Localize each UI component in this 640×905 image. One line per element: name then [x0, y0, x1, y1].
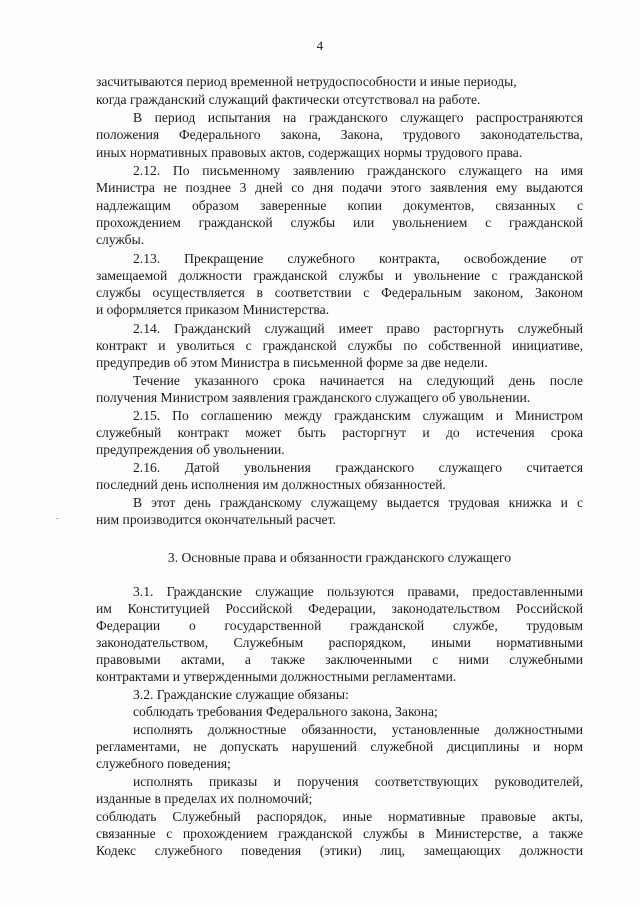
text-line: надлежащим образом заверенные копии документов, связанных с [96, 198, 583, 213]
text-line: предупреждения об увольнении. [96, 442, 285, 457]
text-line: засчитываются период временной нетрудоспособности и иные периоды, [96, 74, 517, 89]
text-line: последний день исполнения им должностных обязанностей. [96, 477, 446, 492]
text-line: 2.15. По соглашению между гражданским служащим и Министром [133, 408, 583, 423]
text-line: регламентами, не допускать нарушений служебной дисциплины и норм [96, 739, 583, 754]
text-line: иных нормативных правовых актов, содержащих нормы трудового права. [96, 145, 523, 160]
text-line: законодательством, Служебным распорядком, иными нормативными [96, 635, 583, 650]
text-line: службы осуществляется в соответствии с Федеральным законом, Законом [96, 285, 583, 300]
text-line: изданные в пределах их полномочий; [96, 791, 313, 806]
text-line: 2.14. Гражданский служащий имеет право расторгнуть служебный [133, 321, 583, 336]
text-line: Федерации о государственной гражданской службе, трудовым [96, 618, 583, 633]
text-line: 2.16. Датой увольнения гражданского служащего считается [133, 460, 583, 475]
text-line: правовыми актами, а также заключенными с ними служебными [96, 652, 583, 667]
text-line: положения Федерального закона, Закона, трудового законодательства, [96, 127, 583, 142]
text-line: контрактами и утвержденными должностными регламентами. [96, 669, 457, 684]
text-line: соблюдать Служебный распорядок, иные нормативные правовые акты, [96, 809, 583, 824]
text-line: 3.1. Гражданские служащие пользуются правами, предоставленными [133, 584, 583, 599]
text-line: контракт и уволиться с гражданской службы по собственной инициативе, [96, 338, 583, 353]
text-line: исполнять приказы и поручения соответствующих руководителей, [133, 774, 583, 789]
text-line: В период испытания на гражданского служащего распространяются [133, 110, 583, 125]
text-line: служебного поведения; [96, 756, 231, 771]
text-line: 3.2. Гражданские служащие обязаны: [133, 687, 349, 702]
page-number: 4 [316, 38, 324, 53]
text-line: получения Министром заявления гражданского служащего об увольнении. [96, 390, 531, 405]
text-line: исполнять должностные обязанности, установленные должностными [133, 722, 583, 737]
text-line: прохождением гражданской службы или увольнением с гражданской [96, 215, 583, 230]
text-line: Течение указанного срока начинается на следующий день после [133, 373, 583, 388]
text-line: служебный контракт может быть расторгнут и до истечения срока [96, 425, 583, 440]
text-line: замещаемой должности гражданской службы и увольнение с гражданской [96, 268, 583, 283]
text-line: В этот день гражданскому служащему выдается трудовая книжка и с [133, 495, 583, 510]
text-line: 2.12. По письменному заявлению гражданского служащего на имя [133, 163, 583, 178]
text-line: предупредив об этом Министра в письменной форме за две недели. [96, 355, 488, 370]
text-line: 2.13. Прекращение служебного контракта, освобождение от [133, 251, 583, 266]
text-line: им Конституцией Российской Федерации, законодательством Российской [96, 601, 583, 616]
text-line: Министра не позднее 3 дней со дня подачи этого заявления ему выдаются [96, 180, 583, 195]
text-line: связанные с прохождением гражданской службы в Министерстве, а также [96, 826, 583, 841]
text-line: ним производится окончательный расчет. [96, 512, 336, 527]
text-line: и оформляется приказом Министерства. [96, 302, 330, 317]
text-line: Кодекс служебного поведения (этики) лиц, замещающих должности [96, 843, 583, 858]
text-line: когда гражданский служащий фактически отсутствовал на работе. [96, 92, 481, 107]
text-line: службы. [96, 232, 145, 247]
scan-artifact [56, 518, 59, 519]
section-heading: 3. Основные права и обязанности гражданского служащего [167, 550, 512, 565]
text-line: соблюдать требования Федерального закона, Закона; [133, 704, 438, 719]
